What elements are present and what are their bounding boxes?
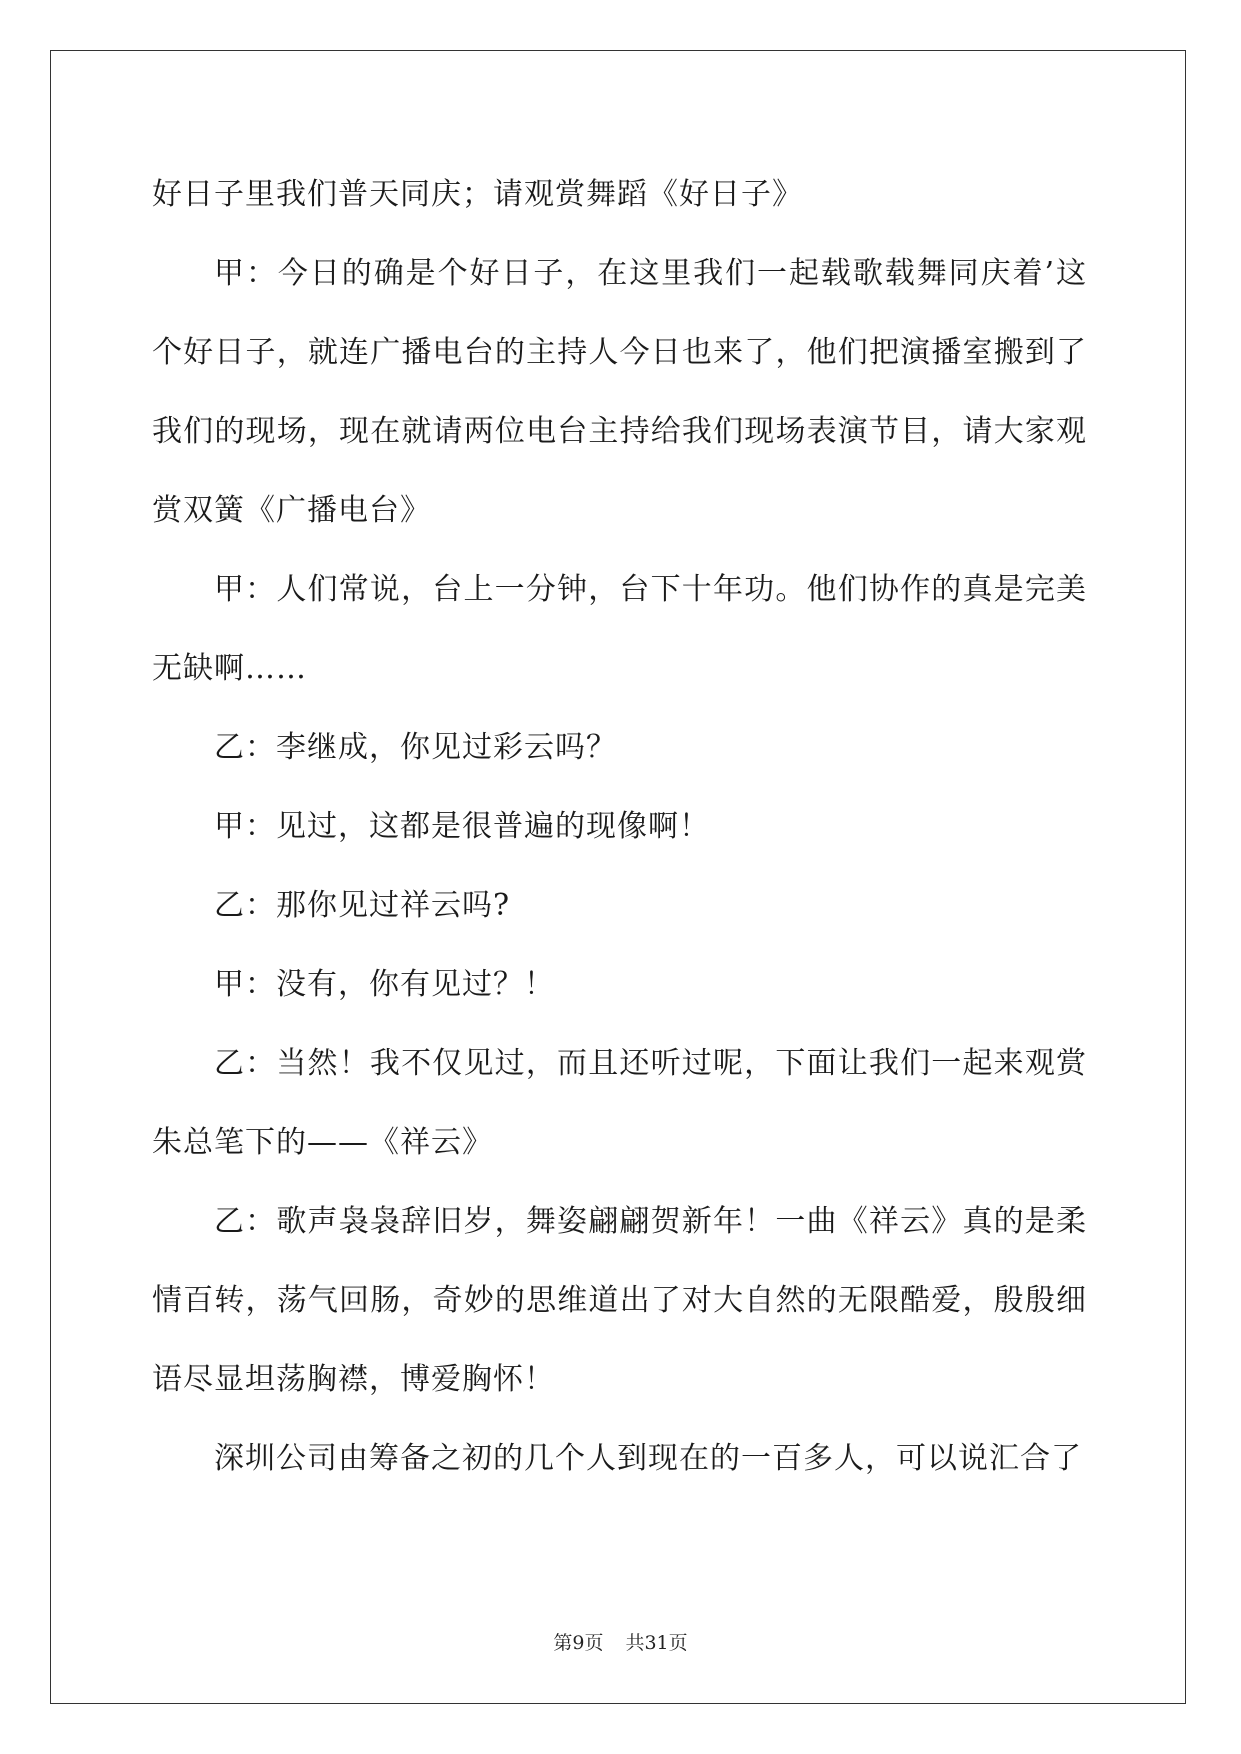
page-total: 共31页 (625, 1632, 688, 1654)
document-body (152, 155, 1087, 1498)
paragraph: 乙：那你见过祥云吗? (214, 888, 511, 923)
paragraph: 甲：见过，这都是很普遍的现像啊！ (214, 809, 710, 844)
paragraph: 甲：今日的确是个好日子，在这里我们一起载歌载舞同庆着’这个好日子，就连广播电台的主持人今日也来了，他们把演播室搬到了我们的现场，现在就请两位电台主持给我们现场表演节目，请大家观赏双簧《广播电台》 (152, 256, 1087, 528)
paragraph: 甲：人们常说，台上一分钟，台下十年功。他们协作的真是完美无缺啊…… (152, 572, 1087, 686)
paragraph: 乙：当然！我不仅见过，而且还听过呢，下面让我们一起来观赏朱总笔下的——《祥云》 (152, 1046, 1087, 1160)
page-footer (0, 1628, 1241, 1655)
paragraph: 深圳公司由筹备之初的几个人到现在的一百多人，可以说汇合了 (214, 1441, 1082, 1476)
paragraph: 甲：没有，你有见过？！ (214, 967, 555, 1002)
paragraph: 乙：歌声袅袅辞旧岁，舞姿翩翩贺新年！一曲《祥云》真的是柔情百转，荡气回肠，奇妙的思维道出了对大自然的无限酷爱，殷殷细语尽显坦荡胸襟，博爱胸怀！ (152, 1204, 1087, 1397)
paragraph: 好日子里我们普天同庆；请观赏舞蹈《好日子》 (152, 177, 803, 212)
page-number: 第9页 (553, 1632, 604, 1654)
paragraph: 乙：李继成，你见过彩云吗？ (214, 730, 617, 765)
